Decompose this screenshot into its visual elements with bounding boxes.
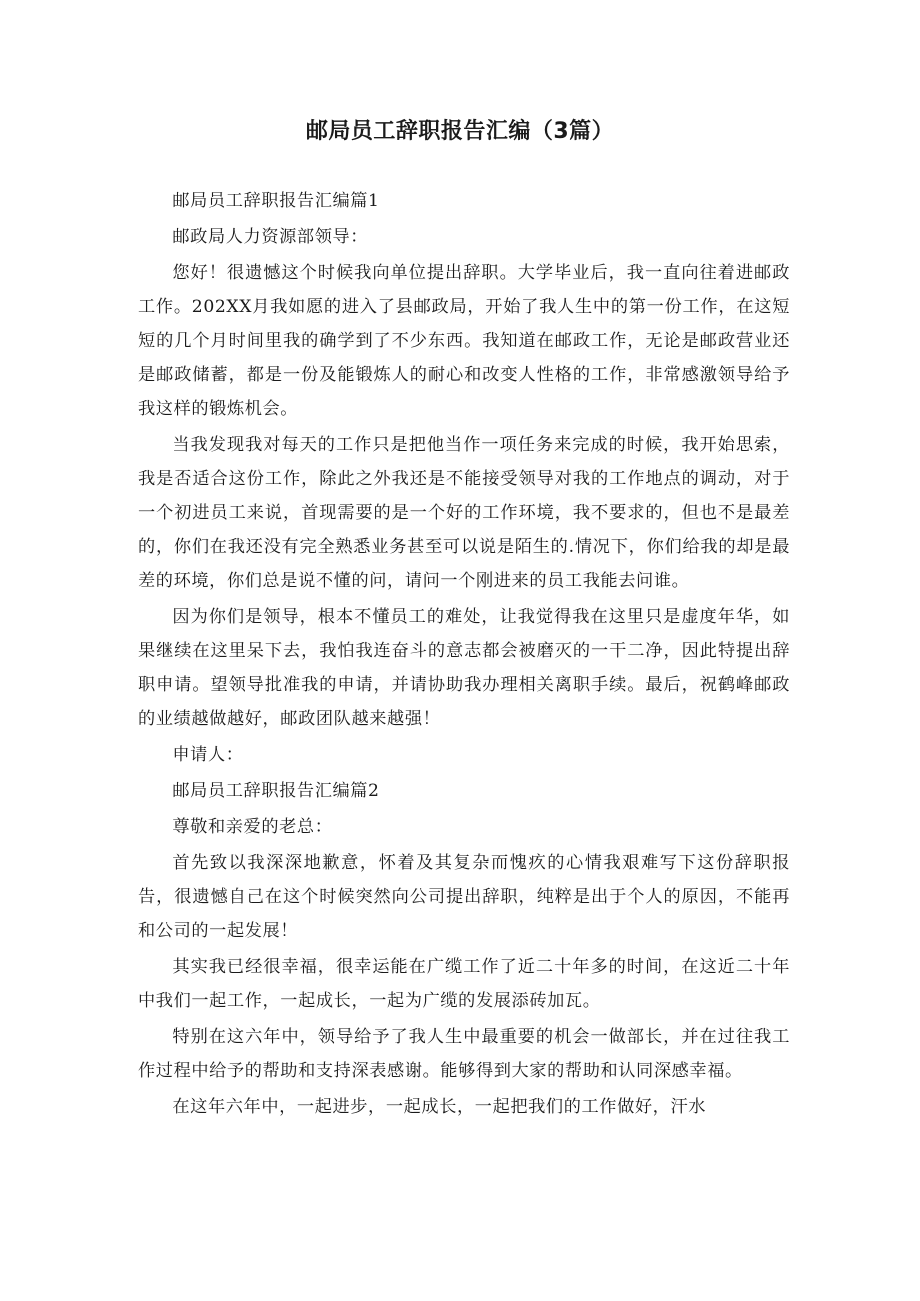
salutation-2: 尊敬和亲爱的老总： [172,817,333,837]
section-heading-1: 邮局员工辞职报告汇编篇1 [172,191,380,211]
paragraph: 在这年六年中，一起进步，一起成长，一起把我们的工作做好，汗水 [172,1097,707,1117]
paragraph: 当我发现我对每天的工作只是把他当作一项任务来完成的时候，我开始思索，我是否适合这份工作，除此之外我还是不能接受领导对我的工作地点的调动，对于一个初进员工来说，首现需要的是一个好的工作环境，我不要求的，但也不是最差的，你们在我还没有完全熟悉业务甚至可以说是陌生的.情况下，你们给我的却是最差的环境，你们总是说不懂的问，请问一个刚进来的员工我能去问谁。 [138,435,790,591]
document-title: 邮局员工辞职报告汇编（3篇） [305,119,615,144]
signature-line: 申请人： [172,745,244,765]
salutation-1: 邮政局人力资源部领导： [172,227,369,247]
document-body [138,184,790,1126]
paragraph: 特别在这六年中，领导给予了我人生中最重要的机会一做部长，并在过往我工作过程中给予的帮助和支持深表感谢。能够得到大家的帮助和认同深感幸福。 [138,1027,790,1081]
paragraph: 首先致以我深深地歉意，怀着及其复杂而愧疚的心情我艰难写下这份辞职报告，很遗憾自己在这个时候突然向公司提出辞职，纯粹是出于个人的原因，不能再和公司的一起发展！ [138,853,790,941]
section-heading-2: 邮局员工辞职报告汇编篇2 [172,781,380,801]
paragraph: 其实我已经很幸福，很幸运能在广缆工作了近二十年多的时间，在这近二十年中我们一起工作，一起成长，一起为广缆的发展添砖加瓦。 [138,957,790,1011]
paragraph: 因为你们是领导，根本不懂员工的难处，让我觉得我在这里只是虚度年华，如果继续在这里呆下去，我怕我连奋斗的意志都会被磨灭的一干二净，因此特提出辞职申请。望领导批准我的申请，并请协助我办理相关离职手续。最后，祝鹤峰邮政的业绩越做越好，邮政团队越来越强！ [138,607,790,729]
paragraph: 您好！很遗憾这个时候我向单位提出辞职。大学毕业后，我一直向往着进邮政工作。202XX月我如愿的进入了县邮政局，开始了我人生中的第一份工作，在这短短的几个月时间里我的确学到了不少东西。我知道在邮政工作，无论是邮政营业还是邮政储蓄，都是一份及能锻炼人的耐心和改变人性格的工作，非常感激领导给予我这样的锻炼机会。 [138,263,790,419]
